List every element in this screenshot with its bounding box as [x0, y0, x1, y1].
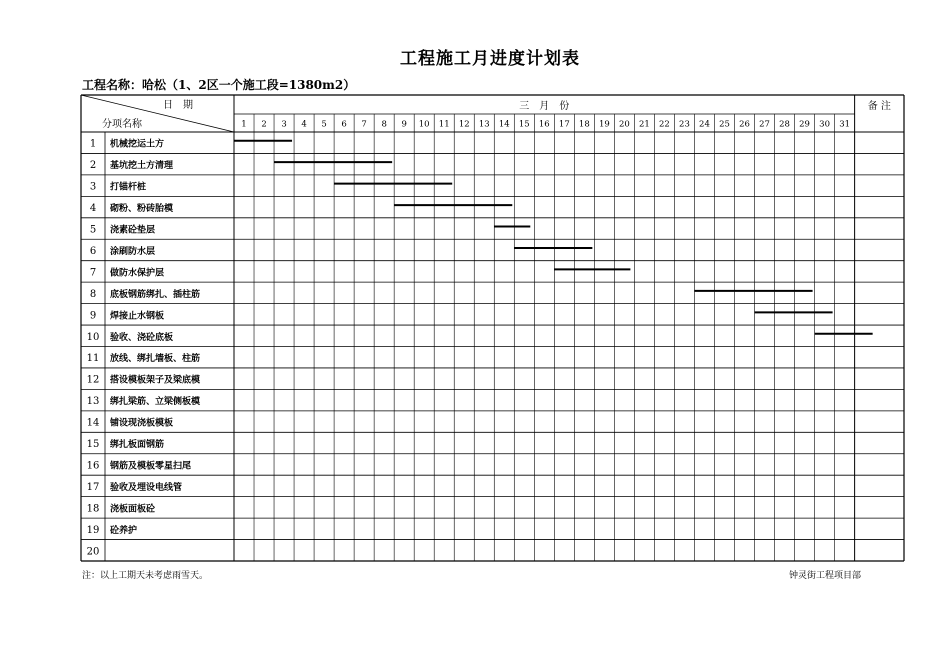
row-number: 4 — [89, 203, 97, 215]
day-number: 9 — [401, 119, 407, 130]
day-number: 11 — [438, 119, 450, 130]
row-number: 5 — [89, 224, 97, 236]
day-number: 8 — [381, 119, 387, 130]
task-name: 搭设模板架子及梁底模 — [110, 375, 201, 386]
task-name: 打锚杆桩 — [110, 182, 147, 193]
day-number: 26 — [739, 119, 750, 130]
task-name: 钢筋及模板零星扫尾 — [110, 461, 192, 472]
day-number: 27 — [759, 119, 770, 130]
row-number: 15 — [86, 439, 100, 451]
day-number: 21 — [638, 119, 650, 130]
day-number: 6 — [341, 119, 347, 130]
project-name: 工程名称：哈松（1、2区一个施工段=1380m2） — [82, 78, 356, 92]
task-name: 做防水保护层 — [110, 268, 165, 279]
task-name: 涂刷防水层 — [110, 246, 156, 257]
day-number: 24 — [699, 119, 710, 130]
day-number: 13 — [478, 119, 490, 130]
item-name-header: 分项名称 — [102, 119, 142, 130]
row-number: 3 — [89, 181, 97, 193]
day-number: 23 — [679, 119, 690, 130]
row-number: 7 — [89, 267, 97, 279]
day-number: 2 — [261, 119, 267, 130]
footer-note: 注：以上工期天未考虑雨雪天。 — [82, 571, 209, 581]
day-number: 4 — [301, 119, 307, 130]
row-number: 19 — [86, 524, 100, 536]
row-number: 1 — [89, 138, 97, 150]
row-number: 8 — [89, 288, 97, 300]
row-number: 16 — [86, 460, 100, 472]
row-number: 12 — [86, 374, 100, 386]
task-name: 基坑挖土方清理 — [110, 161, 174, 172]
date-header: 日 期 — [163, 100, 193, 111]
day-number: 10 — [418, 119, 430, 130]
task-name: 焊接止水钢板 — [110, 311, 165, 322]
month-header: 三 月 份 — [519, 101, 570, 112]
remarks-header: 备 注 — [867, 101, 891, 112]
day-number: 5 — [321, 119, 327, 130]
day-number: 14 — [498, 119, 510, 130]
task-name: 绑扎梁筋、立梁侧板模 — [110, 397, 201, 408]
task-name: 验收、浇砼底板 — [110, 332, 174, 343]
day-number: 28 — [779, 119, 790, 130]
row-number: 2 — [89, 160, 97, 172]
row-number: 20 — [86, 546, 100, 558]
day-number: 31 — [839, 119, 851, 130]
day-number: 12 — [458, 119, 470, 130]
day-number: 15 — [518, 119, 530, 130]
footer-org: 钟灵街工程项目部 — [789, 571, 862, 581]
task-name: 绑扎板面钢筋 — [110, 440, 165, 451]
row-number: 9 — [89, 310, 97, 322]
task-name: 浇板面板砼 — [110, 504, 156, 515]
row-number: 18 — [86, 503, 100, 515]
task-name: 砌粉、粉砖胎模 — [110, 204, 174, 215]
row-number: 10 — [86, 331, 100, 343]
task-name: 浇素砼垫层 — [110, 225, 156, 236]
day-number: 18 — [578, 119, 590, 130]
day-number: 20 — [618, 119, 630, 130]
task-name: 铺设现浇板模板 — [110, 418, 174, 429]
day-number: 17 — [558, 119, 570, 130]
page-title: 工程施工月进度计划表 — [400, 49, 580, 69]
day-number: 7 — [361, 119, 367, 130]
day-number: 22 — [659, 119, 670, 130]
task-name: 机械挖运土方 — [110, 139, 165, 150]
row-number: 14 — [86, 417, 100, 429]
day-number: 25 — [719, 119, 730, 130]
day-number: 29 — [799, 119, 810, 130]
day-number: 1 — [241, 119, 247, 130]
row-number: 6 — [89, 245, 97, 257]
row-number: 11 — [86, 353, 100, 365]
row-number: 13 — [86, 396, 100, 408]
row-number: 17 — [86, 481, 100, 493]
day-number: 19 — [598, 119, 610, 130]
task-name: 放线、绑扎墙板、柱筋 — [110, 354, 201, 365]
task-name: 底板钢筋绑扎、插柱筋 — [110, 289, 201, 300]
day-number: 30 — [819, 119, 831, 130]
day-number: 16 — [538, 119, 550, 130]
day-number: 3 — [281, 119, 287, 130]
task-name: 验收及埋设电线管 — [110, 482, 183, 493]
task-name: 砼养护 — [110, 525, 138, 536]
